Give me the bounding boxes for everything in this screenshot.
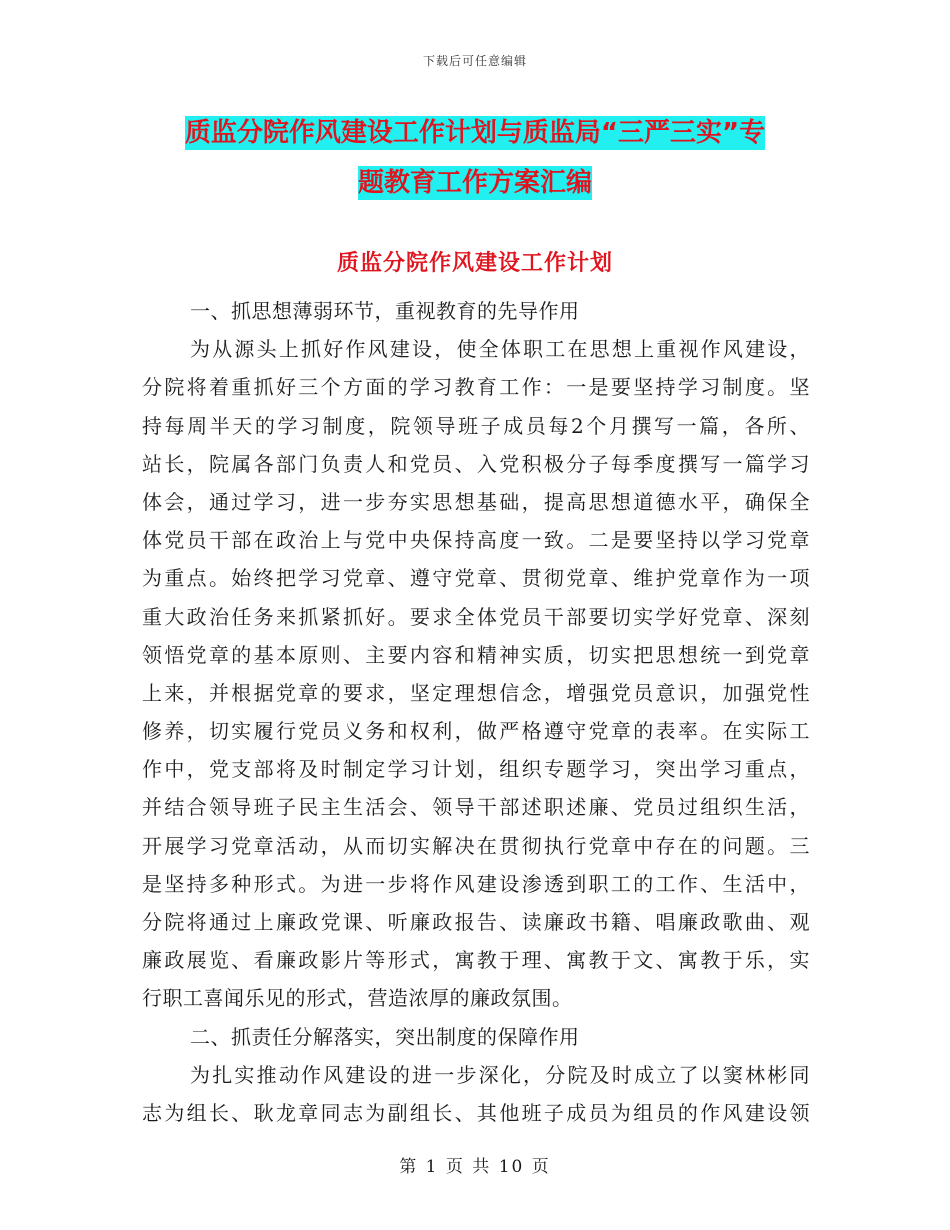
paragraph-line: 并结合领导班子民主生活会、领导干部述职述廉、党员过组织生活，	[142, 795, 810, 820]
title-line-2: 题教育工作方案汇编	[357, 168, 592, 198]
heading-1: 一、抓思想薄弱环节，重视教育的先导作用	[190, 299, 580, 323]
paragraph-line: 是坚持多种形式。为进一步将作风建设渗透到职工的工作、生活中，	[142, 871, 810, 896]
title-line-1: 质监分院作风建设工作计划与质监局“三严三实”专	[184, 118, 766, 148]
paragraph-line: 上来，并根据党章的要求，坚定理想信念，增强党员意识，加强党性	[142, 680, 810, 705]
heading-2: 二、抓责任分解落实，突出制度的保障作用	[190, 1024, 580, 1049]
document-title	[140, 108, 810, 208]
paragraph-line: 志为组长、耿龙章同志为副组长、其他班子成员为组员的作风建设领	[142, 1100, 810, 1125]
section-title: 质监分院作风建设工作计划	[336, 251, 613, 276]
paragraph-line: 行职工喜闻乐见的形式，营造浓厚的廉政氛围。	[142, 986, 573, 1011]
header-note: 下载后可任意编辑	[422, 54, 527, 68]
paragraph-line: 领悟党章的基本原则、主要内容和精神实质，切实把思想统一到党章	[142, 642, 810, 667]
body-text	[142, 292, 810, 1132]
paragraph-line: 为扎实推动作风建设的进一步深化，分院及时成立了以窦林彬同	[190, 1062, 810, 1087]
paragraph-line: 作中，党支部将及时制定学习计划，组织专题学习，突出学习重点，	[142, 757, 810, 782]
paragraph-line: 为重点。始终把学习党章、遵守党章、贯彻党章、维护党章作为一项	[142, 566, 810, 591]
paragraph-line: 重大政治任务来抓紧抓好。要求全体党员干部要切实学好党章、深刻	[142, 604, 810, 629]
page-footer: 第 1 页 共 10 页	[399, 1157, 551, 1177]
paragraph-line: 修养，切实履行党员义务和权利，做严格遵守党章的表率。在实际工	[142, 719, 810, 744]
paragraph-line: 分院将通过上廉政党课、听廉政报告、读廉政书籍、唱廉政歌曲、观	[142, 910, 810, 934]
paragraph-line: 持每周半天的学习制度，院领导班子成员每2个月撰写一篇，各所、	[142, 413, 810, 438]
paragraph-line: 体会，通过学习，进一步夯实思想基础，提高思想道德水平，确保全	[142, 489, 810, 514]
paragraph-line: 分院将着重抓好三个方面的学习教育工作：一是要坚持学习制度。坚	[142, 375, 810, 400]
paragraph-line: 廉政展览、看廉政影片等形式，寓教于理、寓教于文、寓教于乐，实	[142, 948, 810, 973]
paragraph-line: 为从源头上抓好作风建设，使全体职工在思想上重视作风建设，	[190, 337, 810, 362]
paragraph-line: 体党员干部在政治上与党中央保持高度一致。二是要坚持以学习党章	[142, 528, 810, 553]
paragraph-line: 开展学习党章活动，从而切实解决在贯彻执行党章中存在的问题。三	[142, 833, 810, 858]
paragraph-line: 站长，院属各部门负责人和党员、入党积极分子每季度撰写一篇学习	[142, 451, 810, 476]
